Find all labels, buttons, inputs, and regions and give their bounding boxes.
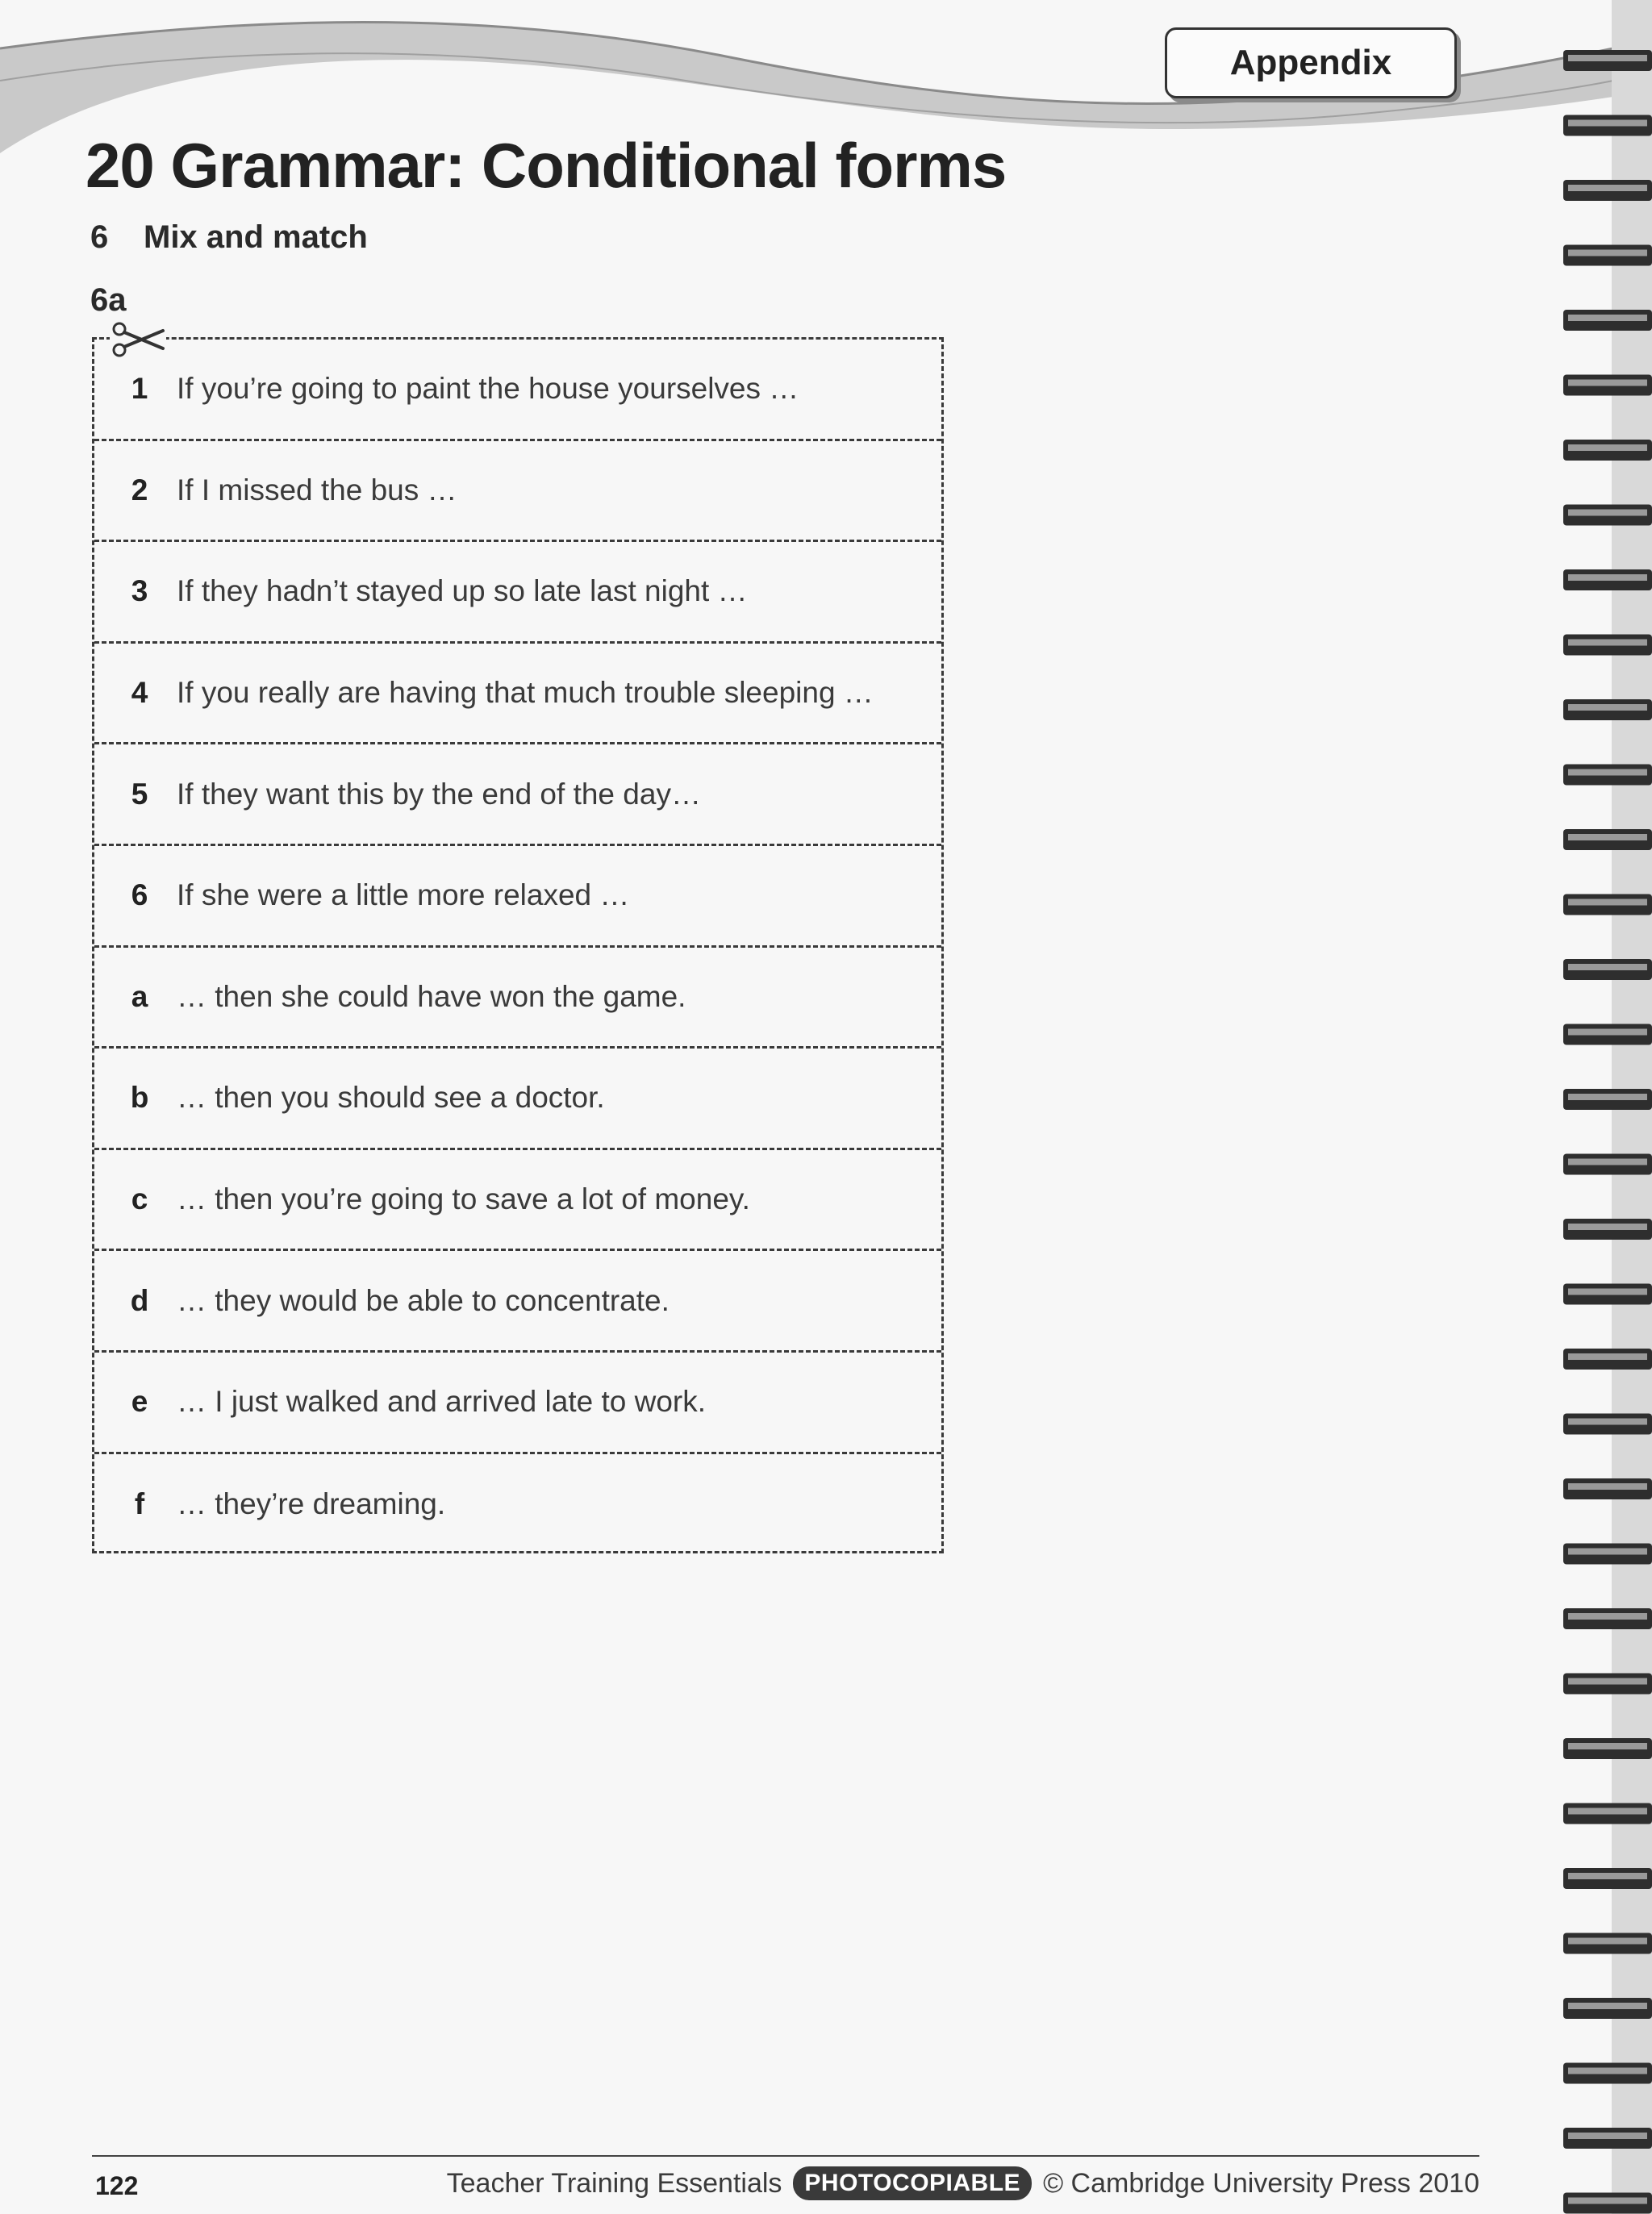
- card-text: If she were a little more relaxed …: [177, 878, 630, 912]
- binding-loop: [1563, 180, 1652, 201]
- binding-loop: [1563, 115, 1652, 136]
- card-label: e: [131, 1385, 148, 1419]
- binding-loop: [1563, 1414, 1652, 1435]
- binding-loop: [1563, 569, 1652, 590]
- binding-loop: [1563, 2063, 1652, 2084]
- card: [94, 1353, 941, 1454]
- subsection-heading: 6a: [90, 282, 127, 318]
- card-text: If I missed the bus …: [177, 473, 457, 507]
- section-number: 6: [90, 219, 109, 255]
- photocopiable-badge: PHOTOCOPIABLE: [793, 2166, 1032, 2200]
- binding-loop: [1563, 765, 1652, 786]
- card-label: b: [130, 1081, 149, 1115]
- binding-loop: [1563, 1674, 1652, 1695]
- card-text: If you really are having that much trouble sleeping …: [177, 676, 874, 710]
- binding-loop: [1563, 505, 1652, 526]
- card-text: … then you should see a doctor.: [177, 1081, 605, 1115]
- binding-loop: [1563, 1478, 1652, 1499]
- card: [94, 644, 941, 745]
- book-title: Teacher Training Essentials: [446, 2167, 782, 2199]
- binding-loop: [1563, 1284, 1652, 1305]
- card: [94, 744, 941, 846]
- binding-loop: [1563, 894, 1652, 915]
- card-label: a: [131, 979, 148, 1013]
- binding-loop: [1563, 959, 1652, 980]
- card: [94, 1251, 941, 1353]
- card-label: 3: [131, 574, 148, 608]
- card-label: d: [130, 1283, 149, 1317]
- card-label: 2: [131, 473, 148, 507]
- card-text: … I just walked and arrived late to work.: [177, 1385, 707, 1419]
- card-label: 1: [131, 372, 148, 406]
- card-text: If you’re going to paint the house yourselves …: [177, 372, 799, 406]
- binding-loop: [1563, 50, 1652, 71]
- card-text: If they hadn’t stayed up so late last night …: [177, 574, 748, 608]
- binding-loop: [1563, 1868, 1652, 1889]
- page-title: 20 Grammar: Conditional forms: [86, 130, 1007, 201]
- card: [94, 948, 941, 1049]
- cut-out-cards: [92, 337, 944, 1553]
- binding-loop: [1563, 829, 1652, 850]
- card-label: 4: [131, 676, 148, 710]
- card-label: f: [134, 1487, 145, 1521]
- binding-loop: [1563, 1738, 1652, 1759]
- binding-loop: [1563, 1544, 1652, 1565]
- card: [94, 1150, 941, 1252]
- binding-loop: [1563, 1024, 1652, 1045]
- binding-loop: [1563, 1933, 1652, 1954]
- binding-loop: [1563, 1608, 1652, 1629]
- card-label: c: [131, 1182, 148, 1216]
- scissors-icon: [110, 321, 166, 358]
- spiral-binding: [1563, 0, 1652, 2214]
- binding-loop: [1563, 2128, 1652, 2149]
- page-number: 122: [95, 2171, 139, 2200]
- binding-loop: [1563, 699, 1652, 720]
- footer-credits: [447, 2166, 1479, 2200]
- copyright: © Cambridge University Press 2010: [1043, 2167, 1479, 2199]
- binding-loop: [1563, 2193, 1652, 2214]
- section-heading: [90, 219, 368, 256]
- binding-loop: [1563, 1349, 1652, 1370]
- card-text: … they’re dreaming.: [177, 1487, 446, 1521]
- section-label: Mix and match: [144, 219, 368, 255]
- binding-loop: [1563, 1219, 1652, 1240]
- binding-loop: [1563, 1803, 1652, 1824]
- binding-loop: [1563, 1089, 1652, 1110]
- binding-loop: [1563, 1154, 1652, 1175]
- binding-loop: [1563, 375, 1652, 396]
- card-text: If they want this by the end of the day…: [177, 777, 701, 811]
- card-text: … then she could have won the game.: [177, 979, 686, 1013]
- card: [94, 1049, 941, 1150]
- binding-loop: [1563, 245, 1652, 266]
- binding-loop: [1563, 310, 1652, 331]
- card-label: 5: [131, 777, 148, 811]
- binding-loop: [1563, 1998, 1652, 2019]
- card-text: … then you’re going to save a lot of money.: [177, 1182, 750, 1216]
- card: [94, 846, 941, 948]
- appendix-tab[interactable]: Appendix: [1165, 27, 1457, 98]
- card-text: … they would be able to concentrate.: [177, 1283, 670, 1317]
- card: [94, 441, 941, 543]
- footer-rule: [92, 2155, 1479, 2157]
- card: [94, 542, 941, 644]
- binding-loop: [1563, 635, 1652, 656]
- binding-loop: [1563, 440, 1652, 461]
- card-label: 6: [131, 878, 148, 912]
- card: [94, 1454, 941, 1556]
- card: [94, 340, 941, 441]
